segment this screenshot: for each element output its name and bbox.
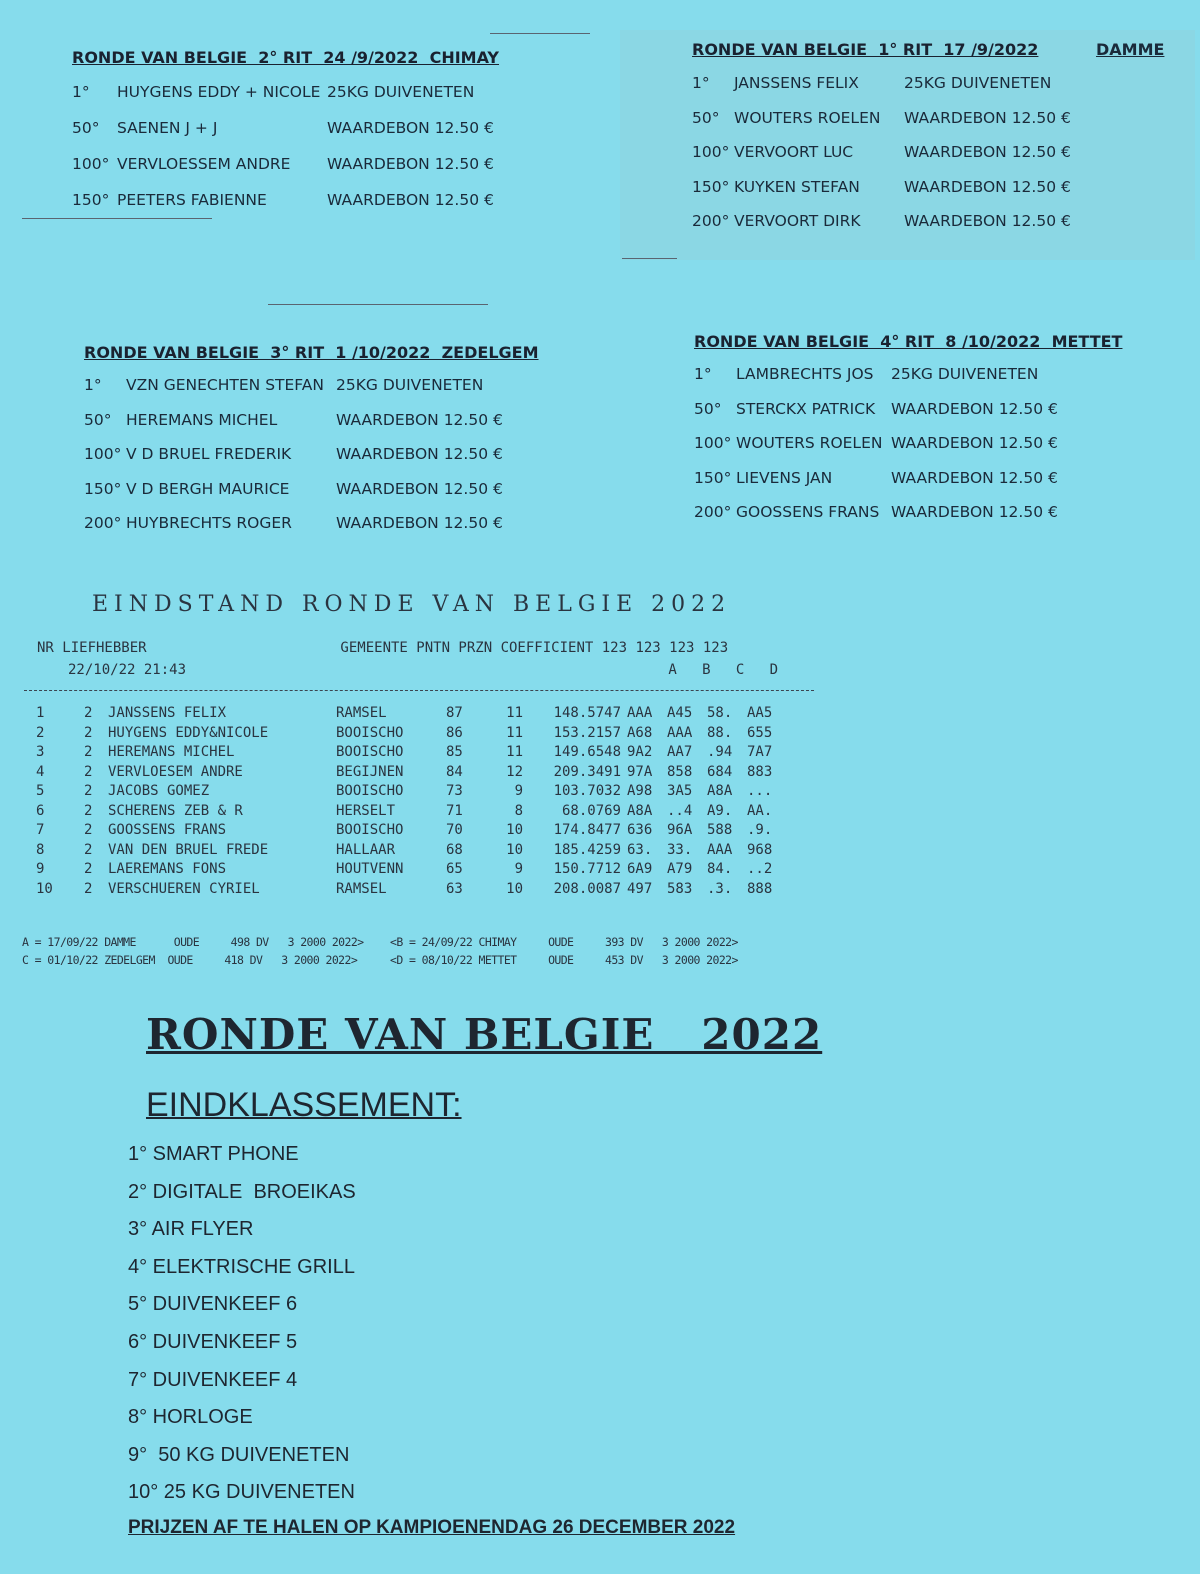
result-name: WOUTERS ROELEN <box>734 108 881 127</box>
standings-race-c: AAA <box>707 841 733 858</box>
standings-race-d: 888 <box>747 880 773 897</box>
standings-row <box>36 860 787 880</box>
standings-row <box>36 802 787 822</box>
legend-race-d: <D = 08/10/22 METTET OUDE 453 DV 3 2000 2022> <box>390 953 738 967</box>
standings-row <box>36 724 787 744</box>
standings-count: 2 <box>84 802 93 819</box>
result-position: 50° <box>694 399 722 418</box>
result-position: 150° <box>694 468 732 487</box>
race-result-row <box>84 445 539 480</box>
result-prize: WAARDEBON 12.50 € <box>904 143 1071 161</box>
result-position: 1° <box>692 74 710 92</box>
standings-name: JANSSENS FELIX <box>108 705 227 721</box>
standings-race-c: 588 <box>707 822 733 838</box>
standings-row <box>36 704 787 724</box>
result-position: 1° <box>72 83 90 101</box>
standings-race-d: 968 <box>747 841 773 858</box>
standings-town: BOOISCHO <box>336 783 404 799</box>
standings-prizes: 11 <box>506 744 523 760</box>
standings-race-d: 655 <box>747 724 773 741</box>
result-name: VERVOORT DIRK <box>734 212 861 230</box>
standings-race-b: ..4 <box>667 802 693 819</box>
race-result-row <box>72 119 499 153</box>
race-2-block <box>72 48 499 225</box>
standings-race-d: AA. <box>747 802 773 819</box>
race-3-results <box>84 376 539 549</box>
standings-race-d: .9. <box>747 822 773 838</box>
final-prize-item: 8° HORLOGE <box>128 1406 253 1429</box>
standings-race-d: ..2 <box>747 861 773 877</box>
result-position: 200° <box>694 503 732 521</box>
standings-name: HUYGENS EDDY&NICOLE <box>108 724 269 741</box>
result-prize: 25KG DUIVENETEN <box>336 376 484 394</box>
race-1-place: DAMME <box>1096 40 1165 59</box>
standings-nr: 4 <box>36 763 45 780</box>
standings-coefficient: 174.8477 <box>553 822 621 838</box>
standings-prizes: 11 <box>506 705 523 721</box>
result-prize: WAARDEBON 12.50 € <box>891 468 1058 487</box>
standings-points: 63 <box>446 880 463 897</box>
standings-race-c: A8A <box>707 783 733 799</box>
result-name: LIEVENS JAN <box>736 468 833 487</box>
standings-town: HALLAAR <box>336 841 396 858</box>
result-name: STERCKX PATRICK <box>736 399 876 418</box>
standings-nr: 7 <box>36 822 45 838</box>
standings-race-a: 6A9 <box>627 861 653 877</box>
result-position: 50° <box>84 410 112 429</box>
standings-column-letters: A B C D <box>660 662 779 678</box>
standings-row <box>36 763 787 783</box>
standings-points: 85 <box>446 744 463 760</box>
final-prize-item: 4° ELEKTRISCHE GRILL <box>128 1255 355 1278</box>
result-name: JANSSENS FELIX <box>734 74 859 92</box>
standings-race-a: A68 <box>627 724 653 741</box>
result-name: HEREMANS MICHEL <box>126 410 278 429</box>
standings-points: 86 <box>446 724 463 741</box>
standings-nr: 3 <box>36 744 45 760</box>
result-prize: WAARDEBON 12.50 € <box>336 514 503 532</box>
standings-count: 2 <box>84 724 93 741</box>
standings-race-d: 7A7 <box>747 744 773 760</box>
standings-coefficient: 149.6548 <box>553 744 621 760</box>
standings-race-b: A45 <box>667 705 693 721</box>
race-4-results <box>694 365 1122 538</box>
standings-race-b: 96A <box>667 822 693 838</box>
standings-nr: 5 <box>36 783 45 799</box>
standings-town: RAMSEL <box>336 880 387 897</box>
result-prize: WAARDEBON 12.50 € <box>891 503 1058 521</box>
standings-count: 2 <box>84 763 93 780</box>
race-result-row <box>692 109 1071 144</box>
standings-race-d: AA5 <box>747 705 773 721</box>
standings-count: 2 <box>84 841 93 858</box>
standings-name: GOOSSENS FRANS <box>108 822 227 838</box>
standings-name: VAN DEN BRUEL FREDE <box>108 841 269 858</box>
standings-points: 71 <box>446 802 463 819</box>
standings-timestamp: 22/10/22 21:43 <box>68 662 187 678</box>
result-name: V D BRUEL FREDERIK <box>126 445 292 463</box>
race-1-block <box>692 40 1165 247</box>
standings-prizes: 8 <box>514 802 523 819</box>
result-name: VERVOORT LUC <box>734 143 854 161</box>
result-prize: 25KG DUIVENETEN <box>891 365 1039 383</box>
standings-town: BOOISCHO <box>336 744 404 760</box>
standings-coefficient: 185.4259 <box>553 841 621 858</box>
race-2-title: RONDE VAN BELGIE 2° RIT 24 /9/2022 CHIMAY <box>72 48 500 67</box>
standings-row <box>36 782 787 802</box>
final-prize-item: 2° DIGITALE BROEIKAS <box>128 1180 356 1203</box>
standings-coefficient: 148.5747 <box>553 705 621 721</box>
result-name: SAENEN J + J <box>117 119 218 137</box>
standings-race-b: A79 <box>667 861 693 877</box>
standings-points: 84 <box>446 763 463 780</box>
standings-race-d: ... <box>747 783 773 799</box>
standings-race-b: AA7 <box>667 744 693 760</box>
standings-name: VERVLOESEM ANDRE <box>108 763 243 780</box>
standings-prizes: 9 <box>514 861 523 877</box>
standings-count: 2 <box>84 861 93 877</box>
standings-race-c: 88. <box>707 724 733 741</box>
result-position: 1° <box>694 365 712 383</box>
final-subtitle: EINDKLASSEMENT: <box>146 1086 462 1124</box>
race-result-row <box>694 469 1122 504</box>
race-4-title: RONDE VAN BELGIE 4° RIT 8 /10/2022 METTET <box>694 332 1123 351</box>
standings-race-c: 58. <box>707 705 733 721</box>
race-result-row <box>84 411 539 446</box>
standings-row <box>36 821 787 841</box>
race-1-title: RONDE VAN BELGIE 1° RIT 17 /9/2022 <box>692 40 1039 59</box>
pickup-notice: PRIJZEN AF TE HALEN OP KAMPIOENENDAG 26 DECEMBER 2022 <box>128 1517 736 1538</box>
result-position: 100° <box>694 434 732 452</box>
result-position: 100° <box>84 445 122 463</box>
standings-race-c: A9. <box>707 802 733 819</box>
standings-town: RAMSEL <box>336 705 387 721</box>
standings-race-b: 858 <box>667 763 693 780</box>
race-result-row <box>694 503 1122 538</box>
result-name: VZN GENECHTEN STEFAN <box>126 376 324 394</box>
standings-count: 2 <box>84 705 93 721</box>
standings-town: HOUTVENN <box>336 861 404 877</box>
standings-town: BOOISCHO <box>336 822 404 838</box>
race-4-block <box>694 332 1122 538</box>
result-prize: WAARDEBON 12.50 € <box>327 119 494 137</box>
standings-nr: 8 <box>36 841 45 858</box>
result-prize: WAARDEBON 12.50 € <box>904 212 1071 230</box>
divider-line <box>490 33 590 34</box>
result-position: 150° <box>72 191 110 209</box>
result-position: 100° <box>692 143 730 161</box>
standings-race-b: 3A5 <box>667 783 693 799</box>
race-result-row <box>694 400 1122 435</box>
standings-points: 65 <box>446 861 463 877</box>
race-3-block <box>84 343 539 549</box>
standings-race-d: 883 <box>747 763 773 780</box>
final-prize-item: 5° DUIVENKEEF 6 <box>128 1293 298 1316</box>
standings-name: VERSCHUEREN CYRIEL <box>108 880 260 897</box>
result-name: WOUTERS ROELEN <box>736 434 883 452</box>
result-prize: WAARDEBON 12.50 € <box>327 191 494 209</box>
legend-race-a: A = 17/09/22 DAMME OUDE 498 DV 3 2000 2022> <box>22 935 364 949</box>
standings-town: HERSELT <box>336 802 396 819</box>
standings-race-b: AAA <box>667 724 693 741</box>
divider-line <box>22 218 212 219</box>
standings-race-c: 84. <box>707 861 733 877</box>
final-prize-item: 6° DUIVENKEEF 5 <box>128 1330 298 1353</box>
standings-coefficient: 68.0769 <box>561 802 621 819</box>
standings-count: 2 <box>84 744 93 760</box>
standings-race-a: 9A2 <box>627 744 653 760</box>
result-position: 1° <box>84 376 102 394</box>
race-3-title: RONDE VAN BELGIE 3° RIT 1 /10/2022 ZEDELGEM <box>84 343 539 362</box>
standings-race-a: A98 <box>627 783 653 799</box>
result-prize: WAARDEBON 12.50 € <box>904 177 1071 196</box>
result-name: KUYKEN STEFAN <box>734 177 860 196</box>
standings-prizes: 10 <box>506 880 523 897</box>
standings-row <box>36 743 787 763</box>
divider-line <box>268 304 488 305</box>
standings-nr: 1 <box>36 705 45 721</box>
standings-header: NR LIEFHEBBER GEMEENTE PNTN PRZN COEFFICIENT 123 123 123 123 <box>37 640 729 656</box>
standings-race-a: 497 <box>627 880 653 897</box>
standings-count: 2 <box>84 822 93 838</box>
standings-name: LAEREMANS FONS <box>108 861 227 877</box>
result-name: HUYGENS EDDY + NICOLE <box>117 83 321 101</box>
final-prize-item: 3° AIR FLYER <box>128 1218 254 1241</box>
standings-race-b: 583 <box>667 880 693 897</box>
race-result-row <box>84 514 539 549</box>
result-position: 50° <box>72 119 100 137</box>
standings-nr: 9 <box>36 861 45 877</box>
standings-nr: 10 <box>36 880 53 897</box>
standings-town: BEGIJNEN <box>336 763 404 780</box>
result-name: HUYBRECHTS ROGER <box>126 514 292 532</box>
race-result-row <box>692 178 1071 213</box>
standings-town: BOOISCHO <box>336 724 404 741</box>
standings-nr: 6 <box>36 802 45 819</box>
standings-points: 70 <box>446 822 463 838</box>
race-1-results <box>692 74 1071 247</box>
result-prize: WAARDEBON 12.50 € <box>891 399 1058 418</box>
standings-coefficient: 208.0087 <box>553 880 621 897</box>
standings-count: 2 <box>84 880 93 897</box>
result-position: 100° <box>72 155 110 173</box>
standings-coefficient: 153.2157 <box>553 724 621 741</box>
divider-line <box>622 258 677 259</box>
standings-separator <box>24 690 814 691</box>
result-prize: WAARDEBON 12.50 € <box>336 410 503 429</box>
result-prize: WAARDEBON 12.50 € <box>891 434 1058 452</box>
race-result-row <box>694 365 1122 400</box>
result-position: 150° <box>84 479 122 498</box>
standings-prizes: 11 <box>506 724 523 741</box>
race-result-row <box>72 83 499 117</box>
result-name: PEETERS FABIENNE <box>117 191 267 209</box>
standings-race-a: 636 <box>627 822 653 838</box>
result-prize: WAARDEBON 12.50 € <box>904 108 1071 127</box>
race-result-row <box>84 376 539 411</box>
standings-race-c: .94 <box>707 744 733 760</box>
standings-name: JACOBS GOMEZ <box>108 783 210 799</box>
standings-race-a: 97A <box>627 763 653 780</box>
legend-race-c: C = 01/10/22 ZEDELGEM OUDE 418 DV 3 2000 2022> <box>22 953 358 967</box>
result-name: V D BERGH MAURICE <box>126 479 290 498</box>
standings-coefficient: 209.3491 <box>553 763 621 780</box>
standings-table <box>36 704 787 899</box>
standings-points: 87 <box>446 705 463 721</box>
race-result-row <box>72 155 499 189</box>
race-result-row <box>694 434 1122 469</box>
standings-row <box>36 841 787 861</box>
standings-coefficient: 150.7712 <box>553 861 621 877</box>
final-prize-list <box>128 1140 356 1516</box>
race-result-row <box>692 74 1071 109</box>
standings-row <box>36 880 787 900</box>
standings-race-c: 684 <box>707 763 733 780</box>
standings-race-a: A8A <box>627 802 653 819</box>
result-position: 200° <box>84 514 122 532</box>
standings-race-a: AAA <box>627 705 653 721</box>
result-name: GOOSSENS FRANS <box>736 503 880 521</box>
standings-count: 2 <box>84 783 93 799</box>
result-position: 50° <box>692 108 720 127</box>
standings-name: SCHERENS ZEB & R <box>108 802 243 819</box>
result-name: VERVLOESSEM ANDRE <box>117 155 291 173</box>
standings-nr: 2 <box>36 724 45 741</box>
race-2-results <box>72 83 499 225</box>
standings-points: 68 <box>446 841 463 858</box>
final-title: RONDE VAN BELGIE 2022 <box>146 1010 823 1059</box>
result-position: 200° <box>692 212 730 230</box>
standings-race-b: 33. <box>667 841 693 858</box>
race-result-row <box>84 480 539 515</box>
race-result-row <box>692 212 1071 247</box>
result-prize: WAARDEBON 12.50 € <box>336 479 503 498</box>
result-prize: WAARDEBON 12.50 € <box>336 445 503 463</box>
standings-prizes: 9 <box>514 783 523 799</box>
standings-race-c: .3. <box>707 880 733 897</box>
final-prize-item: 10° 25 KG DUIVENETEN <box>128 1481 355 1504</box>
final-prize-item: 9° 50 KG DUIVENETEN <box>128 1443 350 1466</box>
race-result-row <box>72 191 499 225</box>
result-name: LAMBRECHTS JOS <box>736 365 874 383</box>
standings-name: HEREMANS MICHEL <box>108 744 235 760</box>
result-prize: WAARDEBON 12.50 € <box>327 155 494 173</box>
standings-race-a: 63. <box>627 841 653 858</box>
standings-coefficient: 103.7032 <box>553 783 621 799</box>
final-prize-item: 1° SMART PHONE <box>128 1143 299 1165</box>
standings-points: 73 <box>446 783 463 799</box>
result-prize: 25KG DUIVENETEN <box>904 74 1052 92</box>
final-prize-item: 7° DUIVENKEEF 4 <box>128 1368 298 1391</box>
standings-prizes: 12 <box>506 763 523 780</box>
standings-prizes: 10 <box>506 822 523 838</box>
standings-title: EINDSTAND RONDE VAN BELGIE 2022 <box>92 592 732 617</box>
result-prize: 25KG DUIVENETEN <box>327 83 475 101</box>
result-position: 150° <box>692 177 730 196</box>
legend-race-b: <B = 24/09/22 CHIMAY OUDE 393 DV 3 2000 2022> <box>390 935 738 949</box>
race-result-row <box>692 143 1071 178</box>
standings-prizes: 10 <box>506 841 523 858</box>
